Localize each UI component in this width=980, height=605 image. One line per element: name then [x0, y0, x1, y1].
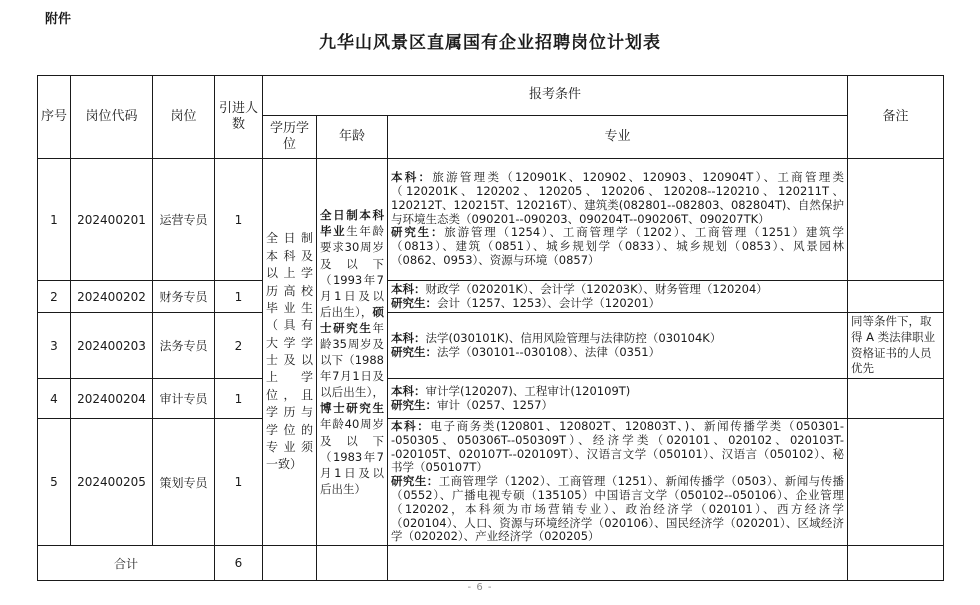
undergrad-text: 法学(030101K)、信用风险管理与法律防控（030104K） [425, 330, 722, 345]
total-count: 6 [215, 546, 263, 581]
postgrad-label: 研究生： [391, 225, 445, 240]
page-title: 九华山风景区直属国有企业招聘岗位计划表 [319, 33, 661, 53]
undergrad-majors [391, 283, 844, 297]
postgrad-text: 审计（0257、1257） [437, 397, 554, 412]
position-code: 202400201 [71, 159, 153, 281]
row-index: 2 [38, 281, 71, 313]
empty-cell [263, 546, 317, 581]
age-requirement-cell [317, 159, 388, 546]
header-row-1 [38, 76, 944, 116]
undergrad-label: 本科： [391, 170, 433, 185]
table-row [38, 379, 944, 419]
major-cell [388, 313, 848, 379]
row-index: 4 [38, 379, 71, 419]
table-row [38, 313, 944, 379]
undergrad-majors [391, 385, 844, 399]
header-education: 学历学位 [263, 116, 317, 159]
header-index: 序号 [38, 76, 71, 159]
major-cell [388, 379, 848, 419]
age-segment: 全日制本科毕业 [320, 208, 384, 239]
position-name: 审计专员 [153, 379, 215, 419]
header-code: 岗位代码 [71, 76, 153, 159]
undergrad-majors [391, 171, 844, 226]
postgrad-text: 工商管理学（1202）、工商管理（1251）、新闻传播学（0503）、新闻与传播（0552）、广播电视专硕（135105）中国语言文学（050102--050106）、企业管理（120202，本科须为市场营销专业）、政治经济学（020101）、西方经济学（020104）、人口、资源与环境经济学（020106）、国民经济学（020201）、区域经济学（020202）、产业经济学（020205） [391, 474, 845, 544]
undergrad-text: 审计学(120207)、工程审计(120109T) [425, 383, 631, 398]
major-cell [388, 159, 848, 281]
postgrad-text: 法学（030101--030108）、法律（0351） [437, 344, 661, 359]
age-segment: 博士研究生 [320, 401, 384, 416]
education-requirement-cell: 全日制本科及以上学历高校毕业生（具有大学学士及以上学位，且学历与学位的专业须一致） [263, 159, 317, 546]
age-segment: 年龄40周岁及以下（1983年7月1日及以后出生） [320, 417, 384, 496]
postgrad-majors [391, 226, 844, 267]
position-code: 202400204 [71, 379, 153, 419]
empty-cell [848, 546, 944, 581]
undergrad-label: 本科： [391, 383, 426, 398]
hire-count: 2 [215, 313, 263, 379]
table-row [38, 419, 944, 546]
age-segment: 年龄35周岁及以下（1988年7月1日及以后出生）， [320, 320, 384, 400]
postgrad-majors [391, 399, 844, 413]
header-remarks: 备注 [848, 76, 944, 159]
undergrad-text: 电子商务类(120801、120802T、120803T、)、新闻传播学类（050301--050305、050306T--050309T）、经济学类（020101、020102、020103T--020105T、020107T--020109T）、汉语言文学（050101）、汉语言（050102）、秘书学（050107T） [391, 419, 844, 475]
empty-cell [317, 546, 388, 581]
total-row [38, 546, 944, 581]
major-cell [388, 419, 848, 546]
total-label: 合计 [38, 546, 215, 581]
position-code: 202400202 [71, 281, 153, 313]
table-row [38, 281, 944, 313]
table-row [38, 159, 944, 281]
undergrad-text: 财政学（020201K）、会计学（120203K）、财务管理（120204） [425, 281, 768, 296]
postgrad-text: 旅游管理（1254）、工商管理学（1202）、工商管理（1251）建筑学（0813）、建筑（0851）、城乡规划学（0833）、城乡规划（0853）、风景园林（0862、0953）、资源与环境（0857） [391, 225, 845, 267]
postgrad-majors [391, 475, 844, 544]
postgrad-label: 研究生： [391, 344, 437, 359]
undergrad-label: 本科： [391, 281, 426, 296]
recruitment-table [37, 75, 944, 581]
header-major: 专业 [388, 116, 848, 159]
attachment-label: 附件 [45, 12, 72, 27]
position-code: 202400203 [71, 313, 153, 379]
position-name: 财务专员 [153, 281, 215, 313]
remarks-cell [848, 379, 944, 419]
header-count: 引进人数 [215, 76, 263, 159]
hire-count: 1 [215, 419, 263, 546]
header-age: 年龄 [317, 116, 388, 159]
row-index: 5 [38, 419, 71, 546]
postgrad-majors [391, 297, 844, 311]
page-number: - 6 - [467, 582, 493, 593]
remarks-cell: 同等条件下，取得 A 类法律职业资格证书的人员优先 [848, 313, 944, 379]
postgrad-text: 会计（1257、1253）、会计学（120201） [437, 295, 661, 310]
undergrad-label: 本科： [391, 330, 426, 345]
undergrad-text: 旅游管理类（120901K、120902、120903、120904T）、工商管理类（120201K、120202、120205、120206、120208--120210、120211T、120212T、120215T、120216T）、建筑类(082801--082803、082804T)、自然保护与环境生态类（090201--090203、090204T--090206T、090207TK） [391, 170, 845, 226]
header-position: 岗位 [153, 76, 215, 159]
row-index: 3 [38, 313, 71, 379]
postgrad-label: 研究生： [391, 295, 437, 310]
postgrad-label: 研究生： [391, 474, 439, 489]
hire-count: 1 [215, 379, 263, 419]
header-conditions: 报考条件 [263, 76, 848, 116]
remarks-cell [848, 419, 944, 546]
position-name: 策划专员 [153, 419, 215, 546]
remarks-cell [848, 281, 944, 313]
position-code: 202400205 [71, 419, 153, 546]
position-name: 法务专员 [153, 313, 215, 379]
age-segment: 硕士研究生 [320, 304, 384, 335]
empty-cell [388, 546, 848, 581]
major-cell [388, 281, 848, 313]
undergrad-majors [391, 420, 844, 475]
undergrad-majors [391, 332, 844, 346]
undergrad-label: 本科： [391, 419, 431, 433]
postgrad-label: 研究生： [391, 397, 437, 412]
postgrad-majors [391, 346, 844, 360]
hire-count: 1 [215, 159, 263, 281]
remarks-cell [848, 159, 944, 281]
age-segment: 生年龄要求30周岁及以下（1993年7月1日及以后出生）， [320, 224, 384, 319]
row-index: 1 [38, 159, 71, 281]
position-name: 运营专员 [153, 159, 215, 281]
hire-count: 1 [215, 281, 263, 313]
